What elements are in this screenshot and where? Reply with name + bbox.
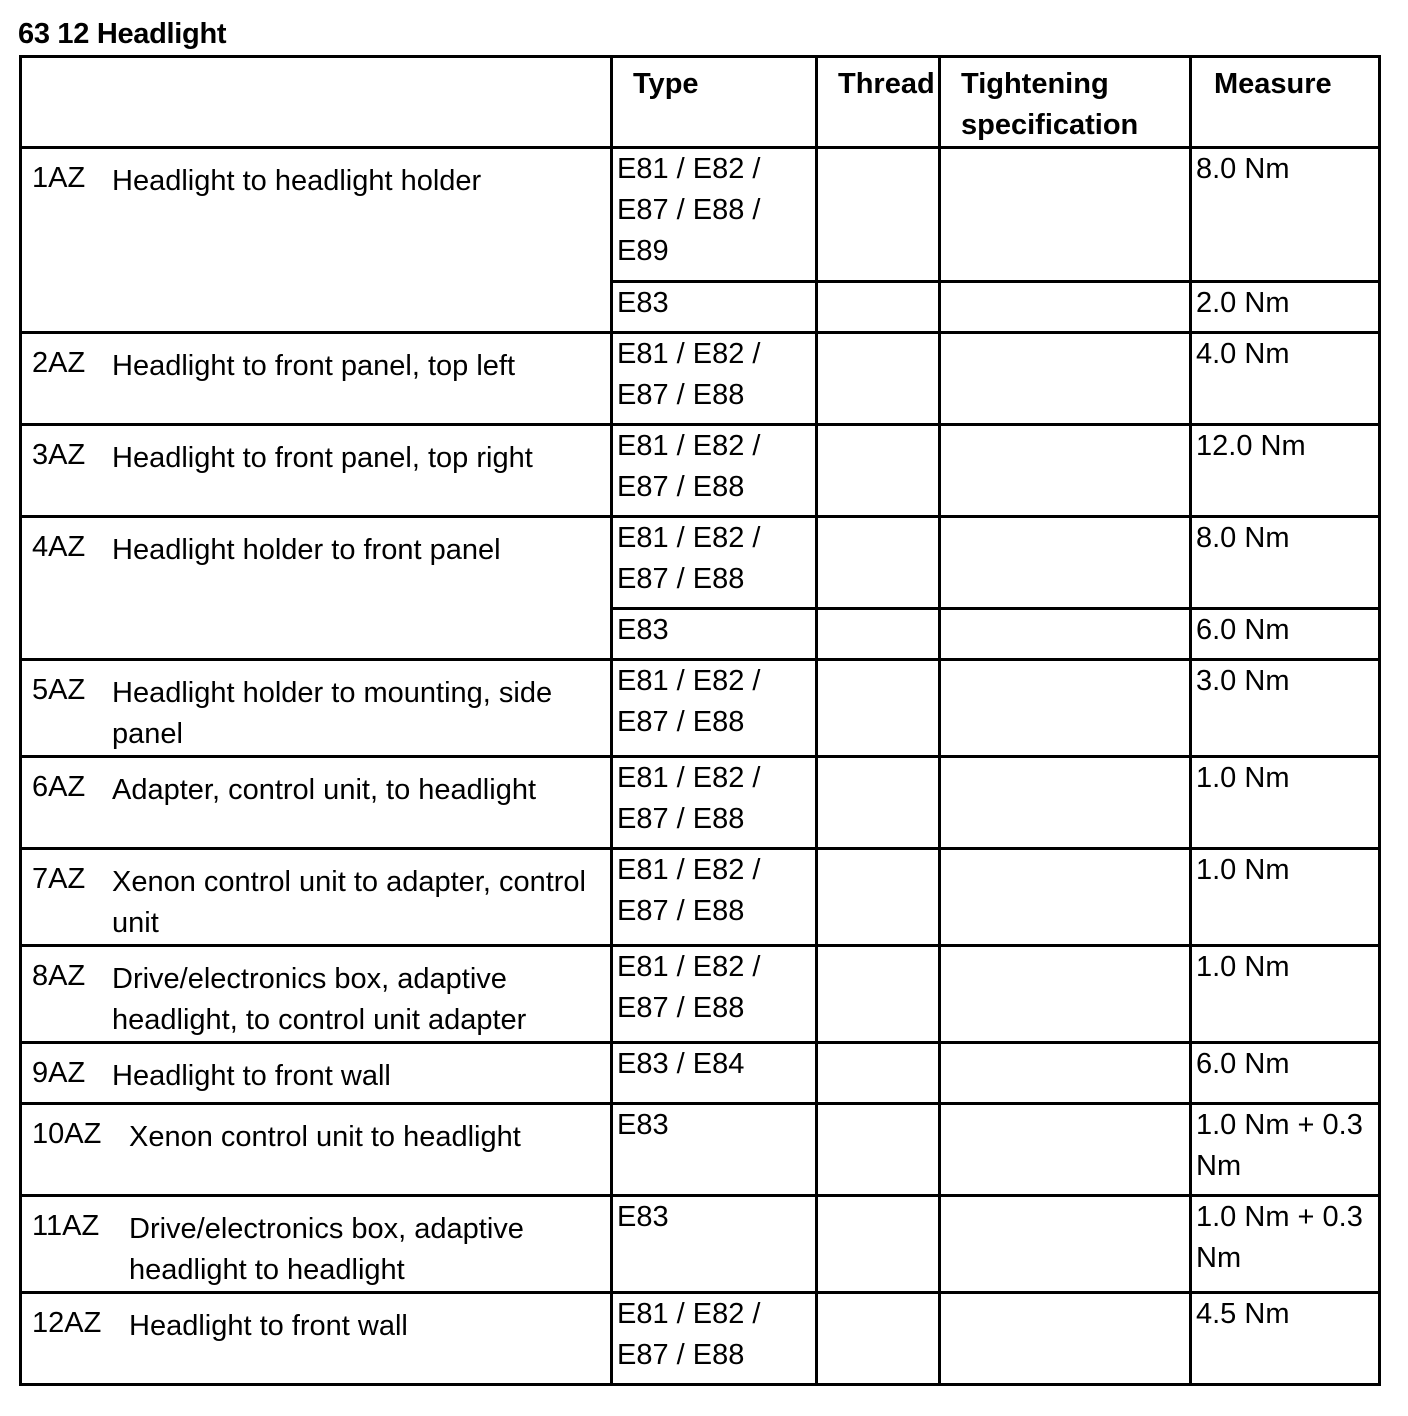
description-cell: [21, 517, 612, 660]
description-cell: [21, 946, 612, 1043]
thread-cell: [817, 425, 940, 517]
item-description: Drive/electronics box, adaptive headlight, to control unit adapter: [112, 963, 527, 1036]
type-cell: E81 / E82 / E87 / E88: [612, 660, 817, 757]
table-row: [21, 333, 1380, 425]
measure-cell: 6.0 Nm: [1191, 609, 1380, 660]
description-cell: [21, 148, 612, 333]
measure-cell: 6.0 Nm: [1191, 1043, 1380, 1104]
table-row: [21, 1104, 1380, 1196]
header-tightening-specification: Tightening specification: [940, 57, 1191, 148]
type-cell: E81 / E82 / E87 / E88 / E89: [612, 148, 817, 282]
item-number: 4AZ: [32, 531, 86, 563]
header-type: Type: [612, 57, 817, 148]
description-cell: [21, 425, 612, 517]
item-description: Drive/electronics box, adaptive headlight to headlight: [129, 1213, 524, 1286]
page-title: 63 12 Headlight: [18, 18, 227, 50]
torque-spec-table: [19, 55, 1381, 1386]
item-description: Headlight to headlight holder: [112, 165, 482, 197]
measure-cell: 1.0 Nm: [1191, 849, 1380, 946]
tightening-cell: [940, 1196, 1191, 1293]
type-cell: E81 / E82 / E87 / E88: [612, 425, 817, 517]
description-cell: [21, 849, 612, 946]
type-cell: E83: [612, 609, 817, 660]
tightening-cell: [940, 849, 1191, 946]
type-cell: E81 / E82 / E87 / E88: [612, 1293, 817, 1385]
item-number: 1AZ: [32, 162, 86, 194]
item-description: Headlight to front wall: [112, 1060, 391, 1092]
description-cell: [21, 1104, 612, 1196]
tightening-cell: [940, 1293, 1191, 1385]
measure-cell: 1.0 Nm: [1191, 757, 1380, 849]
type-cell: E81 / E82 / E87 / E88: [612, 517, 817, 609]
thread-cell: [817, 1293, 940, 1385]
item-description: Headlight to front wall: [129, 1310, 408, 1342]
measure-cell: 1.0 Nm + 0.3 Nm: [1191, 1196, 1380, 1293]
type-cell: E81 / E82 / E87 / E88: [612, 757, 817, 849]
description-cell: [21, 1293, 612, 1385]
measure-cell: 3.0 Nm: [1191, 660, 1380, 757]
item-description: Xenon control unit to headlight: [129, 1121, 521, 1153]
table-row: [21, 946, 1380, 1043]
table-row: [21, 1043, 1380, 1104]
measure-cell: 12.0 Nm: [1191, 425, 1380, 517]
tightening-cell: [940, 1043, 1191, 1104]
table-row: [21, 148, 1380, 282]
thread-cell: [817, 946, 940, 1043]
thread-cell: [817, 757, 940, 849]
item-number: 2AZ: [32, 347, 86, 379]
tightening-cell: [940, 609, 1191, 660]
item-number: 5AZ: [32, 674, 86, 706]
table-row: [21, 1293, 1380, 1385]
header-thread: Thread: [817, 57, 940, 148]
description-cell: [21, 1043, 612, 1104]
description-cell: [21, 1196, 612, 1293]
thread-cell: [817, 1196, 940, 1293]
description-cell: [21, 660, 612, 757]
item-number: 3AZ: [32, 439, 86, 471]
item-number: 7AZ: [32, 863, 86, 895]
tightening-cell: [940, 282, 1191, 333]
thread-cell: [817, 333, 940, 425]
thread-cell: [817, 849, 940, 946]
measure-cell: 8.0 Nm: [1191, 148, 1380, 282]
header-description: [21, 57, 612, 148]
tightening-cell: [940, 148, 1191, 282]
table-row: [21, 660, 1380, 757]
tightening-cell: [940, 757, 1191, 849]
type-cell: E81 / E82 / E87 / E88: [612, 946, 817, 1043]
measure-cell: 1.0 Nm: [1191, 946, 1380, 1043]
type-cell: E83: [612, 282, 817, 333]
item-number: 12AZ: [32, 1307, 102, 1339]
item-description: Headlight to front panel, top left: [112, 350, 516, 382]
item-description: Adapter, control unit, to headlight: [112, 774, 537, 806]
tightening-cell: [940, 946, 1191, 1043]
item-number: 9AZ: [32, 1057, 86, 1089]
thread-cell: [817, 660, 940, 757]
table-row: [21, 425, 1380, 517]
item-number: 11AZ: [32, 1210, 100, 1242]
thread-cell: [817, 1043, 940, 1104]
header-measure: Measure: [1191, 57, 1380, 148]
measure-cell: 8.0 Nm: [1191, 517, 1380, 609]
measure-cell: 4.0 Nm: [1191, 333, 1380, 425]
item-description: Xenon control unit to adapter, control unit: [112, 866, 586, 939]
table-row: [21, 517, 1380, 609]
thread-cell: [817, 282, 940, 333]
table-row: [21, 1196, 1380, 1293]
tightening-cell: [940, 333, 1191, 425]
table-row: [21, 757, 1380, 849]
thread-cell: [817, 517, 940, 609]
tightening-cell: [940, 1104, 1191, 1196]
table-row: [21, 849, 1380, 946]
type-cell: E83 / E84: [612, 1043, 817, 1104]
header-row: [21, 57, 1380, 148]
table-body: [21, 148, 1380, 1385]
thread-cell: [817, 148, 940, 282]
measure-cell: 1.0 Nm + 0.3 Nm: [1191, 1104, 1380, 1196]
item-description: Headlight holder to mounting, side panel: [112, 677, 553, 750]
tightening-cell: [940, 425, 1191, 517]
measure-cell: 2.0 Nm: [1191, 282, 1380, 333]
type-cell: E81 / E82 / E87 / E88: [612, 849, 817, 946]
description-cell: [21, 333, 612, 425]
measure-cell: 4.5 Nm: [1191, 1293, 1380, 1385]
item-number: 8AZ: [32, 960, 86, 992]
item-description: Headlight holder to front panel: [112, 534, 501, 566]
thread-cell: [817, 609, 940, 660]
type-cell: E81 / E82 / E87 / E88: [612, 333, 817, 425]
tightening-cell: [940, 517, 1191, 609]
type-cell: E83: [612, 1104, 817, 1196]
description-cell: [21, 757, 612, 849]
thread-cell: [817, 1104, 940, 1196]
type-cell: E83: [612, 1196, 817, 1293]
item-description: Headlight to front panel, top right: [112, 442, 533, 474]
item-number: 6AZ: [32, 771, 86, 803]
item-number: 10AZ: [32, 1118, 102, 1150]
tightening-cell: [940, 660, 1191, 757]
